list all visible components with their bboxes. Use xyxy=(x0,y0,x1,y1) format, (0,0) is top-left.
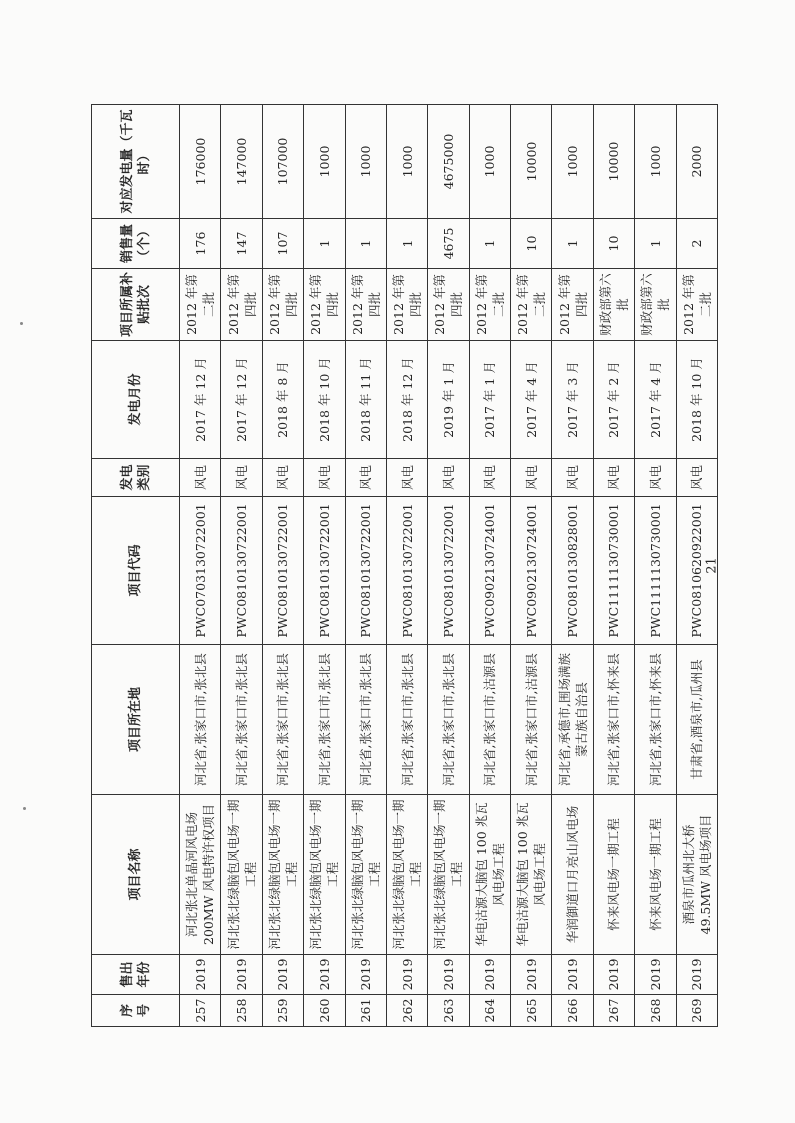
table-cell: 257 xyxy=(180,995,221,1027)
table-cell: 2018 年 10 月 xyxy=(304,341,345,459)
column-header: 发电月份 xyxy=(92,341,180,459)
table-cell: 265 xyxy=(511,995,552,1027)
column-header: 项目所属补贴批次 xyxy=(92,269,180,341)
table-cell: 10000 xyxy=(593,105,634,219)
table-cell: 147 xyxy=(221,219,262,269)
table-cell: 1 xyxy=(552,219,593,269)
table-cell: 2019 xyxy=(428,955,469,995)
table-cell: 河北省,张家口市,张北县 xyxy=(221,645,262,795)
table-row xyxy=(635,105,676,1027)
table-cell: 酒泉市瓜州北大桥 49.5MW 风电场项目 xyxy=(676,795,718,955)
table-row xyxy=(304,105,345,1027)
table-cell: 风电 xyxy=(345,459,386,497)
table-cell: 河北张北绿脑包风电场一期工程 xyxy=(428,795,469,955)
table-cell: PWC0902130724001 xyxy=(511,497,552,645)
table-cell: 风电 xyxy=(304,459,345,497)
column-header: 项目所在地 xyxy=(92,645,180,795)
table-cell: 2017 年 3 月 xyxy=(552,341,593,459)
table-row xyxy=(511,105,552,1027)
table-row xyxy=(428,105,469,1027)
table-cell: 2012 年第四批 xyxy=(428,269,469,341)
table-cell: 河北张北绿脑包风电场一期工程 xyxy=(304,795,345,955)
table-cell: PWC0810130722001 xyxy=(304,497,345,645)
table-row xyxy=(469,105,510,1027)
table-cell: 1000 xyxy=(552,105,593,219)
table-cell: 财政部第六批 xyxy=(635,269,676,341)
table-cell: 风电 xyxy=(386,459,427,497)
table-cell: PWC0810130828001 xyxy=(552,497,593,645)
table-cell: 河北省,张家口市,张北县 xyxy=(345,645,386,795)
table-cell: 河北张北绿脑包风电场一期工程 xyxy=(262,795,303,955)
table-cell: 2000 xyxy=(676,105,718,219)
table-cell: 2017 年 4 月 xyxy=(511,341,552,459)
table-cell: 1 xyxy=(304,219,345,269)
table-cell: 2012 年第四批 xyxy=(262,269,303,341)
table-cell: 147000 xyxy=(221,105,262,219)
table-cell: 河北张北绿脑包风电场一期工程 xyxy=(221,795,262,955)
table-row xyxy=(221,105,262,1027)
table-cell: 河北省,张家口市,张北县 xyxy=(304,645,345,795)
table-cell: 2012 年第二批 xyxy=(469,269,510,341)
table-cell: 2018 年 11 月 xyxy=(345,341,386,459)
table-cell: 2019 xyxy=(593,955,634,995)
table-cell: 260 xyxy=(304,995,345,1027)
table-cell: 风电 xyxy=(635,459,676,497)
column-header: 对应发电量（千瓦时） xyxy=(92,105,180,219)
table-cell: 河北省,张家口市,张北县 xyxy=(262,645,303,795)
table-cell: 河北省,张家口市,张北县 xyxy=(428,645,469,795)
table-cell: 2012 年第二批 xyxy=(511,269,552,341)
table-cell: 2019 xyxy=(469,955,510,995)
table-cell: PWC0703130722001 xyxy=(180,497,221,645)
table-cell: 河北省,张家口市,怀来县 xyxy=(593,645,634,795)
table-cell: 华电沽源大脑包 100 兆瓦风电场工程 xyxy=(469,795,510,955)
table-cell: 河北省,张家口市,沽源县 xyxy=(469,645,510,795)
table-cell: 2012 年第四批 xyxy=(345,269,386,341)
table-cell: 风电 xyxy=(511,459,552,497)
column-header: 销售量（个） xyxy=(92,219,180,269)
table-cell: 2017 年 1 月 xyxy=(469,341,510,459)
table-cell: 2018 年 8 月 xyxy=(262,341,303,459)
table-cell: PWC0810130722001 xyxy=(262,497,303,645)
table-cell: 河北省,张家口市,张北县 xyxy=(386,645,427,795)
rotated-table-container xyxy=(91,105,718,1027)
table-row xyxy=(593,105,634,1027)
table-cell: PWC0810620922001 xyxy=(676,497,718,645)
table-cell: 河北张北绿脑包风电场一期工程 xyxy=(345,795,386,955)
table-cell: 1000 xyxy=(304,105,345,219)
table-cell: 风电 xyxy=(428,459,469,497)
table-cell: 2019 xyxy=(552,955,593,995)
table-cell: 1 xyxy=(469,219,510,269)
table-cell: 华润御道口月亮山风电场 xyxy=(552,795,593,955)
table-cell: 财政部第六批 xyxy=(593,269,634,341)
table-cell: 269 xyxy=(676,995,718,1027)
table-cell: PWC1111130730001 xyxy=(593,497,634,645)
table-cell: 4675 xyxy=(428,219,469,269)
table-cell: PWC0810130722001 xyxy=(221,497,262,645)
table-row xyxy=(345,105,386,1027)
table-cell: 268 xyxy=(635,995,676,1027)
project-table xyxy=(91,104,718,1027)
table-cell: 2019 xyxy=(262,955,303,995)
table-cell: 风电 xyxy=(221,459,262,497)
table-cell: 2017 年 12 月 xyxy=(221,341,262,459)
table-cell: 风电 xyxy=(552,459,593,497)
table-cell: 259 xyxy=(262,995,303,1027)
table-cell: 10000 xyxy=(511,105,552,219)
table-cell: 1000 xyxy=(469,105,510,219)
table-cell: 河北省,张家口市,沽源县 xyxy=(511,645,552,795)
table-cell: 1000 xyxy=(345,105,386,219)
table-cell: 1 xyxy=(386,219,427,269)
table-cell: 风电 xyxy=(469,459,510,497)
table-cell: 2017 年 2 月 xyxy=(593,341,634,459)
table-cell: 2018 年 12 月 xyxy=(386,341,427,459)
table-row xyxy=(386,105,427,1027)
column-header: 发电类别 xyxy=(92,459,180,497)
table-cell: 2012 年第四批 xyxy=(304,269,345,341)
scan-speck xyxy=(23,807,26,810)
column-header: 项目名称 xyxy=(92,795,180,955)
table-cell: 176 xyxy=(180,219,221,269)
table-cell: 266 xyxy=(552,995,593,1027)
table-cell: 10 xyxy=(593,219,634,269)
table-cell: 2019 xyxy=(386,955,427,995)
table-cell: PWC0810130722001 xyxy=(386,497,427,645)
table-cell: 河北张北单晶河风电场 200MW 风电特许权项目 xyxy=(180,795,221,955)
table-cell: 风电 xyxy=(676,459,718,497)
table-row xyxy=(262,105,303,1027)
table-cell: 2 xyxy=(676,219,718,269)
table-cell: 2019 xyxy=(635,955,676,995)
table-cell: 2012 年第四批 xyxy=(221,269,262,341)
table-cell: 264 xyxy=(469,995,510,1027)
table-cell: 2019 xyxy=(511,955,552,995)
table-cell: 甘肃省,酒泉市,瓜州县 xyxy=(676,645,718,795)
table-cell: 2019 xyxy=(304,955,345,995)
table-cell: 263 xyxy=(428,995,469,1027)
table-cell: 2017 年 4 月 xyxy=(635,341,676,459)
table-cell: 1 xyxy=(635,219,676,269)
table-cell: 267 xyxy=(593,995,634,1027)
table-cell: 107 xyxy=(262,219,303,269)
column-header: 售出年份 xyxy=(92,955,180,995)
table-cell: 1 xyxy=(345,219,386,269)
table-cell: 2019 xyxy=(180,955,221,995)
table-cell: 1000 xyxy=(386,105,427,219)
table-cell: PWC0810130722001 xyxy=(345,497,386,645)
table-cell: 风电 xyxy=(262,459,303,497)
table-cell: 华电沽源大脑包 100 兆瓦风电场工程 xyxy=(511,795,552,955)
table-cell: 2012 年第二批 xyxy=(676,269,718,341)
table-cell: 风电 xyxy=(180,459,221,497)
table-cell: 2012 年第四批 xyxy=(386,269,427,341)
table-cell: 2017 年 12 月 xyxy=(180,341,221,459)
table-row xyxy=(552,105,593,1027)
table-cell: 176000 xyxy=(180,105,221,219)
table-cell: PWC0810130722001 xyxy=(428,497,469,645)
table-cell: 2012 年第四批 xyxy=(552,269,593,341)
table-cell: 怀来风电场一期工程 xyxy=(635,795,676,955)
table-cell: 4675000 xyxy=(428,105,469,219)
table-cell: 2019 年 1 月 xyxy=(428,341,469,459)
table-cell: 怀来风电场一期工程 xyxy=(593,795,634,955)
table-cell: 107000 xyxy=(262,105,303,219)
table-row xyxy=(180,105,221,1027)
table-cell: 2018 年 10 月 xyxy=(676,341,718,459)
table-cell: 258 xyxy=(221,995,262,1027)
table-cell: 风电 xyxy=(593,459,634,497)
table-cell: 河北省,张家口市,张北县 xyxy=(180,645,221,795)
table-cell: 261 xyxy=(345,995,386,1027)
table-cell: 2019 xyxy=(221,955,262,995)
table-cell: PWC0902130724001 xyxy=(469,497,510,645)
table-cell: 1000 xyxy=(635,105,676,219)
column-header: 序号 xyxy=(92,995,180,1027)
table-cell: PWC1111130730001 xyxy=(635,497,676,645)
page-number: 21 xyxy=(704,557,720,574)
table-header-row xyxy=(92,105,180,1027)
table-cell: 河北张北绿脑包风电场一期工程 xyxy=(386,795,427,955)
table-cell: 2012 年第二批 xyxy=(180,269,221,341)
table-cell: 2019 xyxy=(676,955,718,995)
scan-speck xyxy=(20,322,23,325)
table-cell: 10 xyxy=(511,219,552,269)
table-body xyxy=(180,105,718,1027)
table-cell: 河北省,承德市,围场满族蒙古族自治县 xyxy=(552,645,593,795)
column-header: 项目代码 xyxy=(92,497,180,645)
table-cell: 262 xyxy=(386,995,427,1027)
table-cell: 河北省,张家口市,怀来县 xyxy=(635,645,676,795)
table-cell: 2019 xyxy=(345,955,386,995)
